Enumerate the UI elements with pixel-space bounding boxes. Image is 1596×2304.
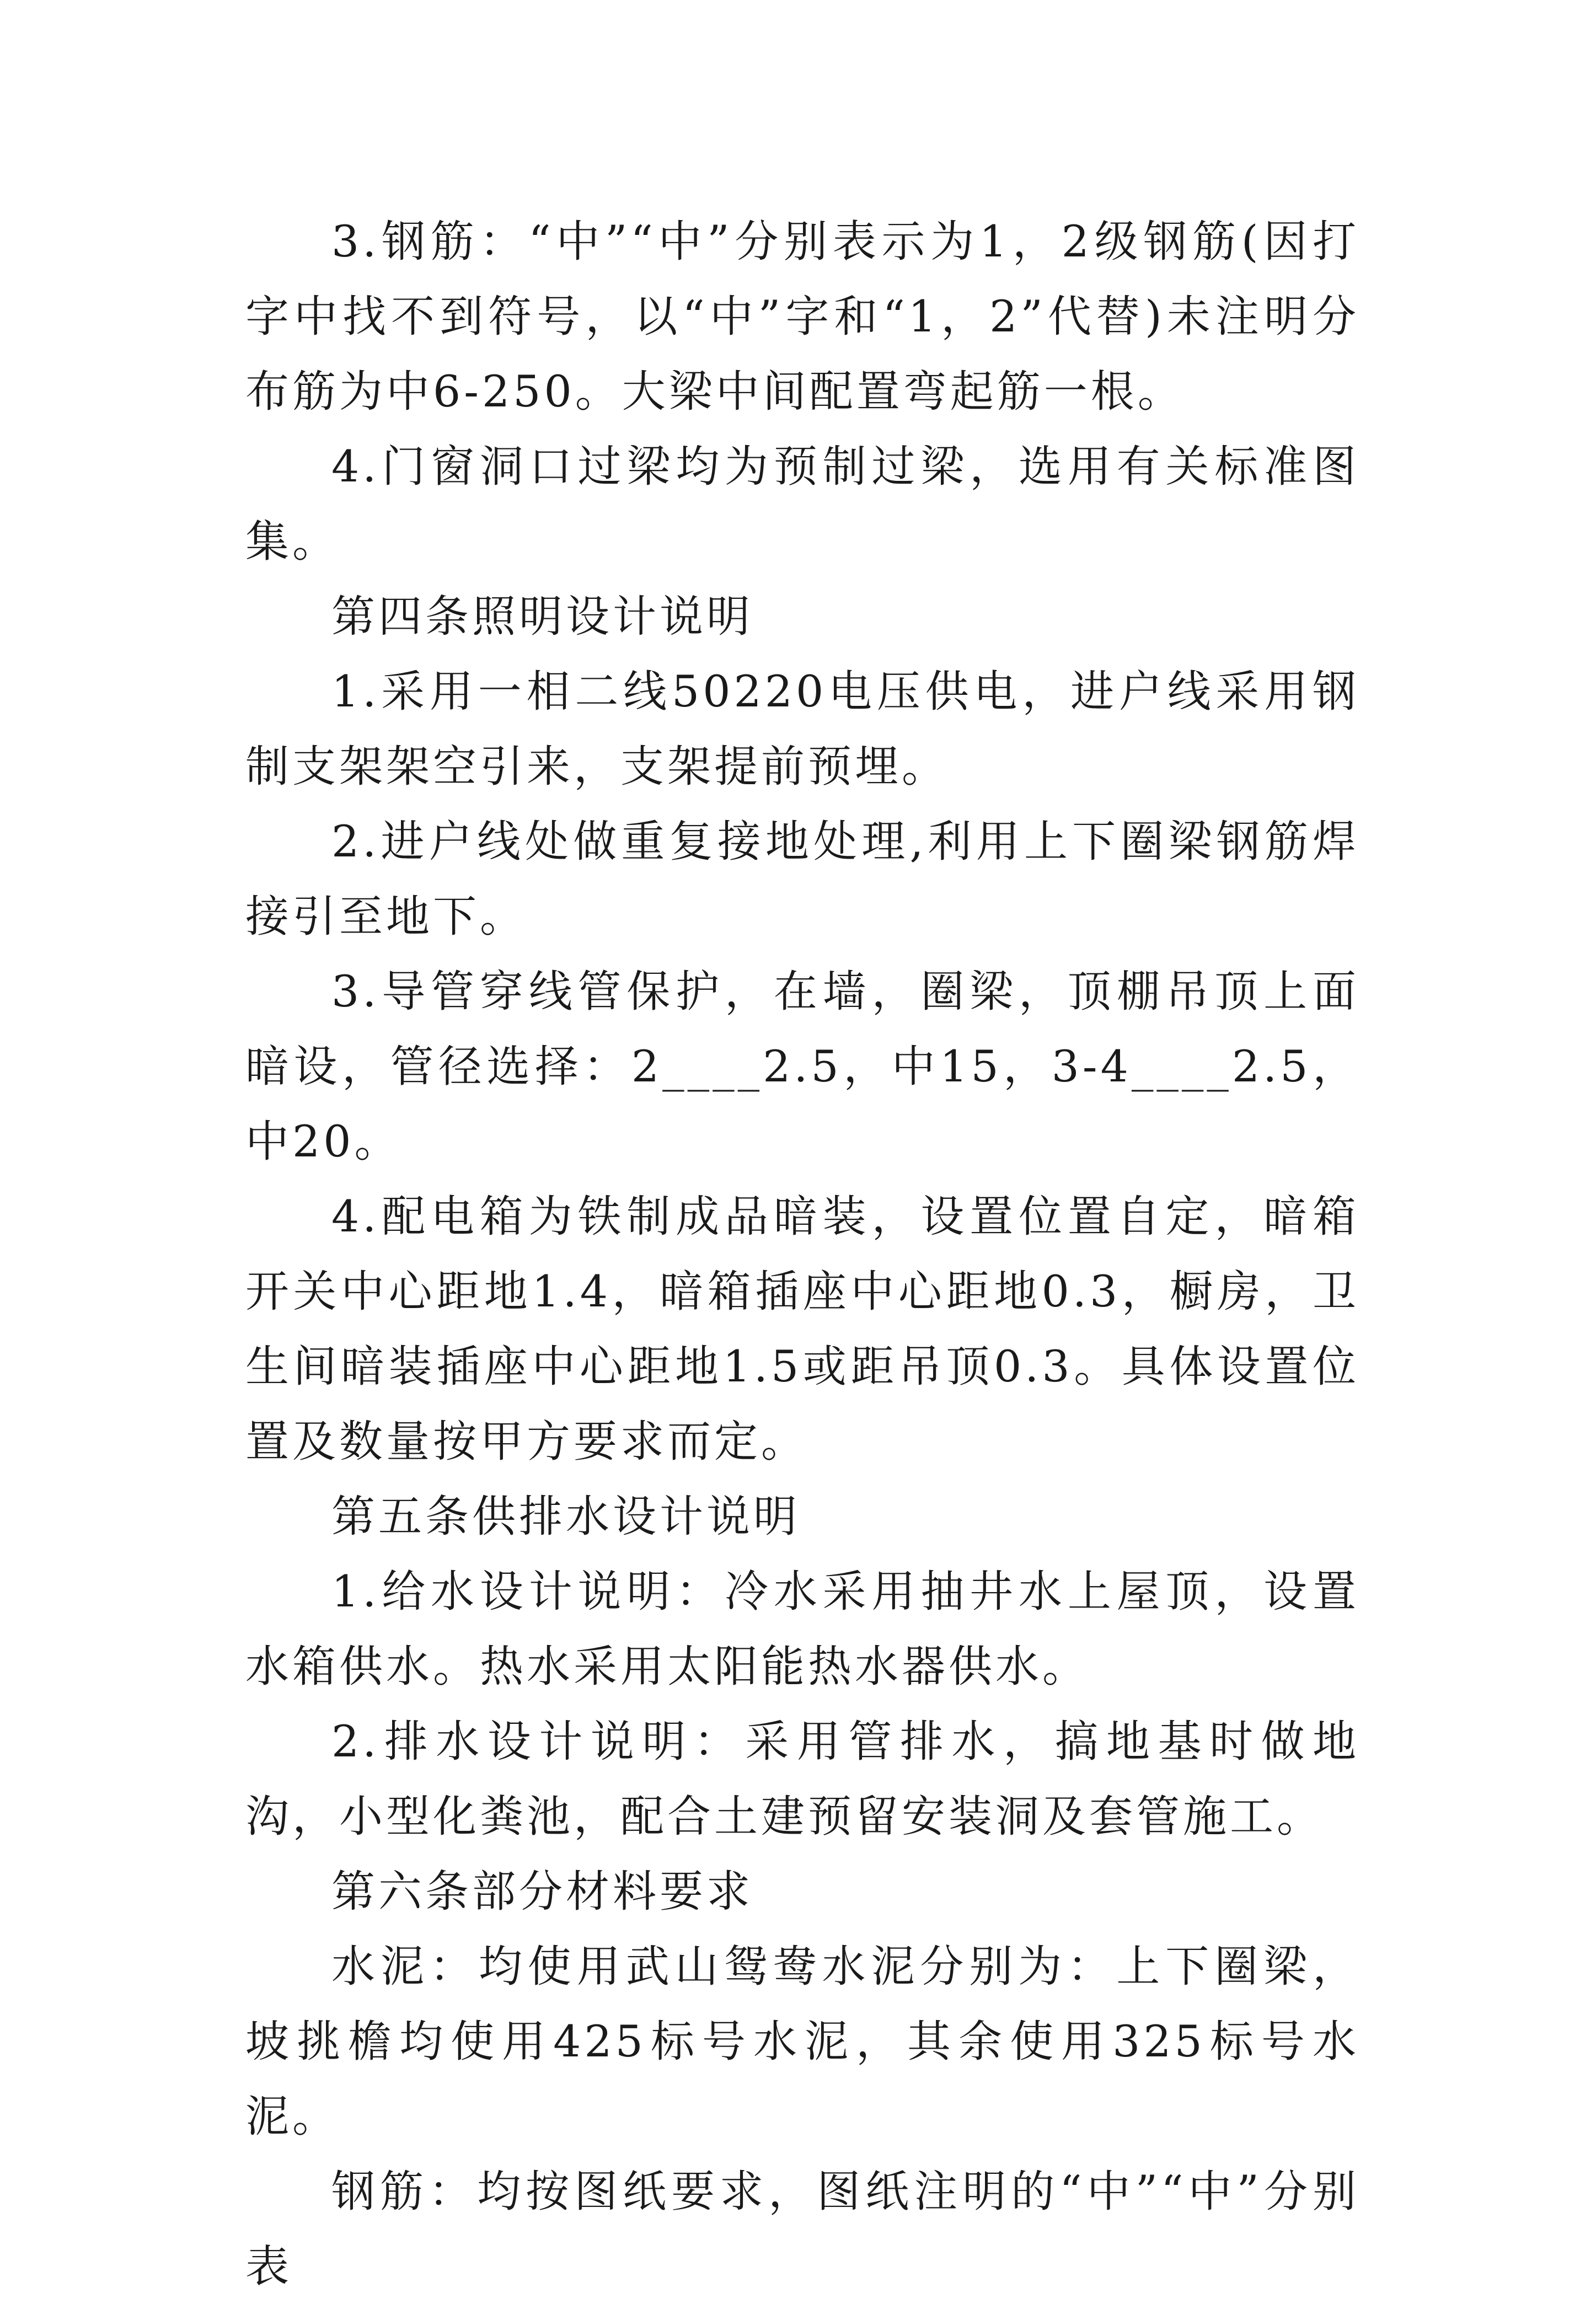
paragraph-steel: 钢筋：均按图纸要求，图纸注明的“中”“中”分别表 [245, 2166, 1359, 2292]
paragraph-distribution-box: 4.配电箱为铁制成品暗装，设置位置自定，暗箱开关中心距地1.4，暗箱插座中心距地0.3，橱房，卫生间暗装插座中心距地1.5或距吊顶0.3。具体设置位置及数量按甲方要求而定。 [245, 1191, 1359, 1467]
paragraph-lintels: 4.门窗洞口过梁均为预制过梁，选用有关标准图集。 [245, 441, 1359, 567]
paragraph-power-supply: 1.采用一相二线50220电压供电，进户线采用钢制支架架空引来，支架提前预埋。 [245, 666, 1359, 792]
section-heading-water: 第五条供排水设计说明 [331, 1491, 800, 1542]
section-heading-materials: 第六条部分材料要求 [331, 1866, 753, 1917]
paragraph-conduit: 3.导管穿线管保护，在墙，圈梁，顶棚吊顶上面暗设，管径选择：2____2.5，中15，3-4____2.5，中20。 [245, 966, 1359, 1167]
section-heading-lighting: 第四条照明设计说明 [331, 591, 753, 642]
paragraph-grounding: 2.进户线处做重复接地处理,利用上下圈梁钢筋焊接引至地下。 [245, 816, 1359, 942]
paragraph-water-supply: 1.给水设计说明：冷水采用抽井水上屋顶，设置水箱供水。热水采用太阳能热水器供水。 [245, 1566, 1359, 1692]
document-body [245, 204, 1359, 2304]
paragraph-drainage: 2.排水设计说明：采用管排水，搞地基时做地沟，小型化粪池，配合土建预留安装洞及套管施工。 [245, 1716, 1359, 1842]
paragraph-cement: 水泥：均使用武山鸳鸯水泥分别为：上下圈梁，坡挑檐均使用425标号水泥，其余使用325标号水泥。 [245, 1941, 1359, 2142]
paragraph-rebar-notes: 3.钢筋：“中”“中”分别表示为1，2级钢筋(因打字中找不到符号，以“中”字和“1，2”代替)未注明分布筋为中6-250。大梁中间配置弯起筋一根。 [245, 216, 1359, 417]
